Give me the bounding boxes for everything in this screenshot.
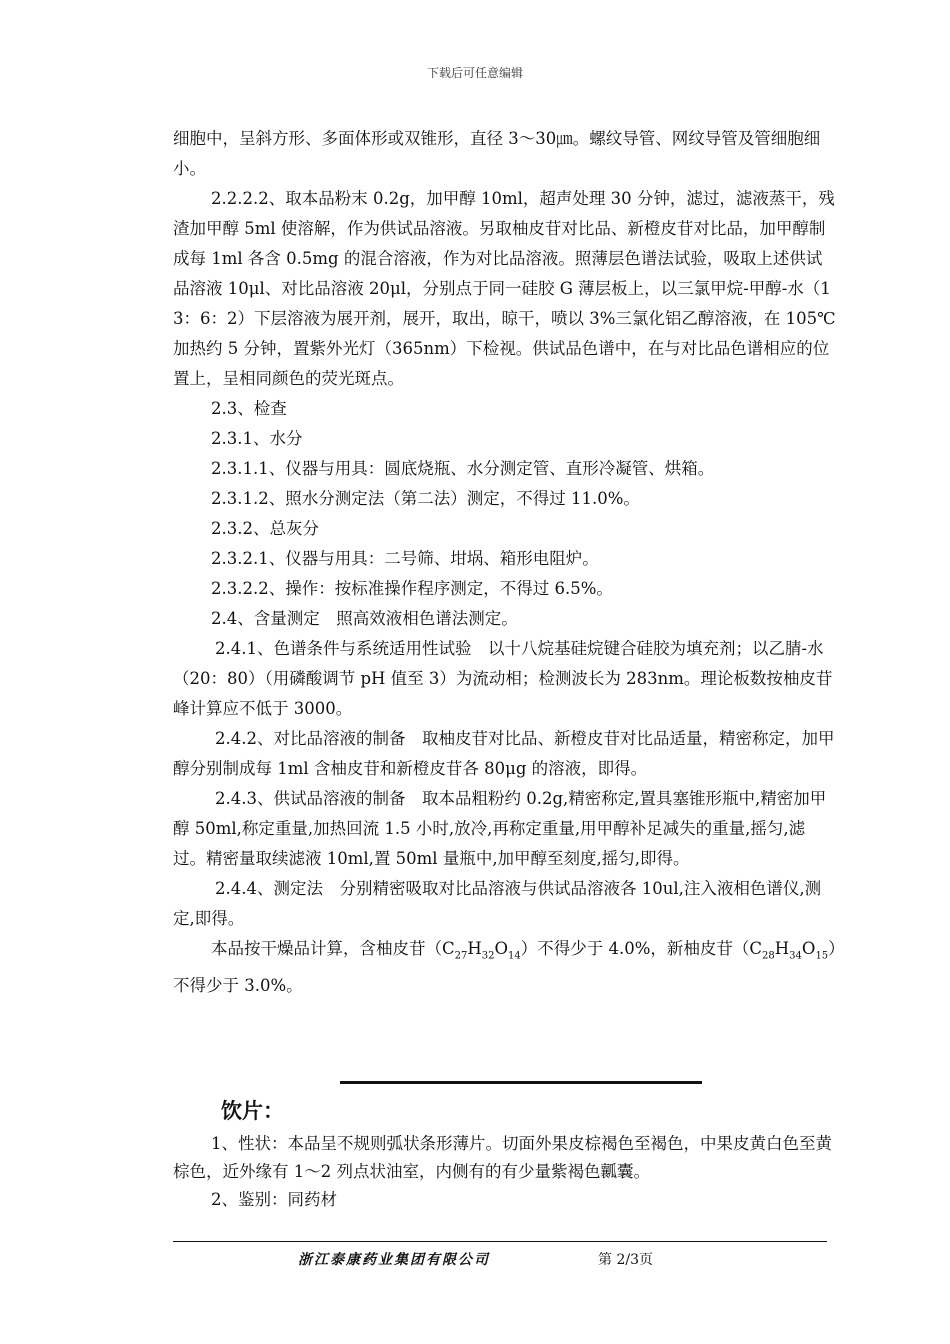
section-title: 饮片：: [221, 1099, 284, 1123]
footer-page-number: 第 2/3页: [598, 1252, 653, 1268]
section-slices: [173, 1094, 838, 1214]
heading-2-3-1: 2.3.1、水分: [211, 429, 303, 448]
section-divider: [340, 1081, 702, 1084]
paragraph-2-2-2-2: 2.2.2.2、取本品粉末 0.2g，加甲醇 10ml，超声处理 30 分钟，滤过，滤液蒸干，残渣加甲醇 5ml 使溶解，作为供试品溶液。另取柚皮苷对比品、新橙皮苷对比品，加甲醇制成每 1ml 各含 0.5mg 的混合溶液，作为对比品溶液。照薄层色谱法试验，吸取上述供试品溶液 10μl、对比品溶液 20μl，分别点于同一硅胶 G 薄层板上，以三氯甲烷-甲醇-水（13：6：2）下层溶液为展开剂，展开，取出，晾干，喷以 3%三氯化铝乙醇溶液，在 105℃加热约 5 分钟，置紫外光灯（365nm）下检视。供试品色谱中，在与对比品色谱相应的位置上，呈相同颜色的荧光斑点。: [173, 189, 836, 388]
paragraph-2-3-1-2: 2.3.1.2、照水分测定法（第二法）测定，不得过 11.0%。: [211, 489, 640, 508]
paragraph-2-3-2-1: 2.3.2.1、仪器与用具：二号筛、坩埚、箱形电阻炉。: [211, 549, 599, 568]
paragraph-2-3-2-2: 2.3.2.2、操作：按标准操作程序测定，不得过 6.5%。: [211, 579, 613, 598]
paragraph-2-4-1: 2.4.1、色谱条件与系统适用性试验 以十八烷基硅烷键合硅胶为填充剂；以乙腈-水（20：80）（用磷酸调节 pH 值至 3）为流动相；检测波长为 283nm。理论板数按柚皮苷峰计算应不低于 3000。: [173, 639, 833, 718]
heading-2-4: 2.4、含量测定 照高效液相色谱法测定。: [211, 609, 518, 628]
footer-company: 浙江泰康药业集团有限公司: [298, 1252, 490, 1268]
paragraph-cells: 细胞中，呈斜方形、多面体形或双锥形，直径 3～30㎛。螺纹导管、网纹导管及管细胞细小。: [173, 129, 821, 178]
paragraph-content-limit: 本品按干燥品计算，含柚皮苷$(C_{27}H_{32}O_{14})$不得少于 4.0%，新柚皮苷$(C_{28}H_{34}O_{15})$不得少于 3.0%。: [173, 939, 837, 996]
page-header-note: 下载后可任意编辑: [426, 66, 523, 80]
heading-2-3: 2.3、检查: [211, 399, 287, 418]
main-body: [173, 124, 838, 1001]
section-item-1: 1、性状：本品呈不规则弧状条形薄片。切面外果皮棕褐色至褐色，中果皮黄白色至黄棕色，近外缘有 1～2 列点状油室，内侧有的有少量紫褐色瓤囊。: [173, 1134, 832, 1181]
paragraph-2-4-4: 2.4.4、测定法 分别精密吸取对比品溶液与供试品溶液各 10ul,注入液相色谱仪,测定,即得。: [173, 879, 822, 928]
heading-2-3-2: 2.3.2、总灰分: [211, 519, 319, 538]
paragraph-2-4-2: 2.4.2、对比品溶液的制备 取柚皮苷对比品、新橙皮苷对比品适量，精密称定，加甲醇分别制成每 1ml 含柚皮苷和新橙皮苷各 80μg 的溶液，即得。: [173, 729, 835, 778]
section-item-2: 2、鉴别：同药材: [211, 1190, 337, 1209]
paragraph-2-3-1-1: 2.3.1.1、仪器与用具：圆底烧瓶、水分测定管、直形冷凝管、烘箱。: [211, 459, 715, 478]
paragraph-2-4-3: 2.4.3、供试品溶液的制备 取本品粗粉约 0.2g,精密称定,置具塞锥形瓶中,精密加甲醇 50ml,称定重量,加热回流 1.5 小时,放冷,再称定重量,用甲醇补足减失的重量,摇匀,滤过。精密量取续滤液 10ml,置 50ml 量瓶中,加甲醇至刻度,摇匀,即得。: [173, 789, 827, 868]
footer-rule: [173, 1241, 827, 1242]
